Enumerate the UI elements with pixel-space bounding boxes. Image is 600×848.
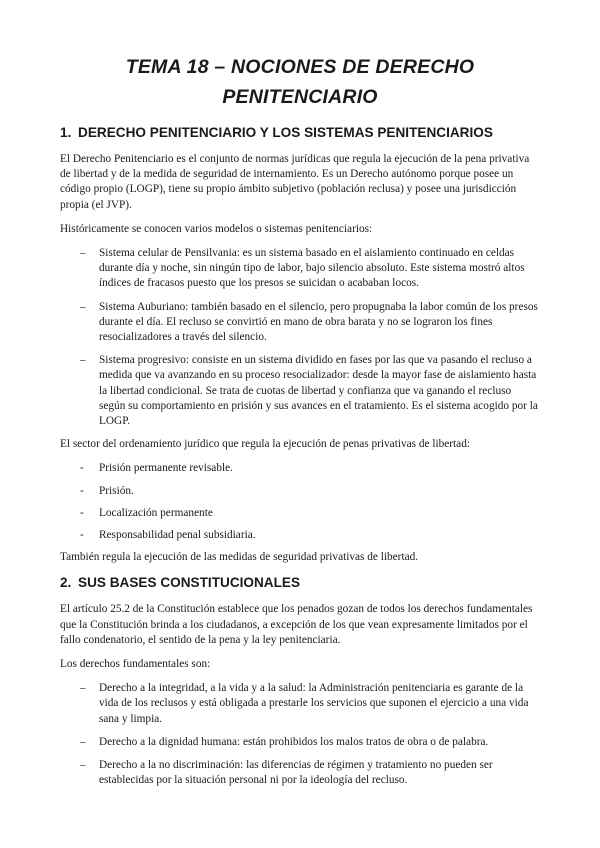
list-item [60,681,540,727]
section-2-heading-text: SUS BASES CONSTITUCIONALES [78,575,301,591]
section-2-heading [60,574,540,592]
bullet: – [80,247,86,260]
rights-intro: Los derechos fundamentales son: [60,658,211,671]
bullet: - [80,529,84,542]
list-item [60,528,540,543]
list-item [60,506,540,521]
bullet: – [80,759,86,772]
list-item-text: Sistema progresivo: consiste en un sistema dividido en fases por las que va pasando el recluso a medida que va avanzando en su proceso resocializador: desde la mayor fase de aislamiento hasta la libertad condicional. Se trata de cuotas de libertad y confianza que va ganando el recluso según su comportamiento en prisión y sus avances en el tratamiento. Es el sistema acogido por la LOGP. [99,354,538,428]
title-line-1: TEMA 18 – NOCIONES DE DERECHO [125,56,475,78]
list-item [60,300,540,346]
section-1-heading-text: DERECHO PENITENCIARIO Y LOS SISTEMAS PENITENCIARIOS [78,125,493,140]
penalties-list [60,461,540,543]
sector-intro: El sector del ordenamiento jurídico que regula la ejecución de penas privativas de libertad: [60,438,470,451]
section-1-number: 1. [60,125,72,140]
section-1-closing: También regula la ejecución de las medidas de seguridad privativas de libertad. [60,551,419,564]
models-list [60,246,540,429]
bullet: - [80,484,84,497]
list-item [60,353,540,429]
list-item [60,246,540,292]
list-item-text: Sistema celular de Pensilvania: es un sistema basado en el aislamiento continuado en celdas durante día y noche, sin ningún tipo de labor, bajo silencio absoluto. Este sistema mostró altos índices de fracasos puesto que los presos se suicidan o acababan locos. [99,247,525,290]
section-2-intro: El artículo 25.2 de la Constitución establece que los penados gozan de todos los derechos fundamentales que la Constitución brinda a los ciudadanos, a excepción de los que vean expresamente limitados por el fallo condenatorio, el sentido de la pena y la ley penitenciaria. [60,603,533,646]
bullet: – [80,735,86,748]
list-item-text: Sistema Auburiano: también basado en el silencio, pero propugnaba la labor común de los presos durante el día. El recluso se convirtió en mano de obra barata y no se lograron los fines resocializadores a través del silencio. [99,300,538,344]
bullet: - [80,462,84,475]
title-line-2: PENITENCIARIO [222,86,378,108]
models-intro: Históricamente se conocen varios modelos o sistemas penitenciarios: [60,222,373,235]
list-item [60,758,540,788]
list-item-text: Derecho a la dignidad humana: están prohibidos los malos tratos de obra o de palabra. [99,735,489,748]
list-item-text: Prisión permanente revisable. [99,462,233,475]
rights-list [60,681,540,788]
list-item-text: Derecho a la no discriminación: las diferencias de régimen y tratamiento no pueden ser establecidas por la situación personal ni por la ideología del recluso. [99,759,493,787]
bullet: – [80,354,86,367]
bullet: - [80,506,84,519]
section-1-intro: El Derecho Penitenciario es el conjunto de normas jurídicas que regula la ejecución de la pena privativa de libertad y de la medida de seguridad de internamiento. Es un Derecho autónomo porque posee un código propio (LOGP), tiene su propio ámbito subjetivo (población reclusa) y posee una jurisdicción propia (el JVP). [60,153,530,211]
list-item [60,461,540,476]
section-2-number: 2. [60,575,72,591]
bullet: – [80,682,86,695]
list-item-text: Localización permanente [99,506,213,519]
section-1-heading [60,124,540,142]
bullet: – [80,300,86,313]
list-item-text: Prisión. [99,484,134,497]
page-title [60,52,540,112]
list-item [60,484,540,499]
list-item-text: Derecho a la integridad, a la vida y a la salud: la Administración penitenciaria es garante de la vida de los reclusos y está obligada a prestarle los servicios que suponen el ejercicio a una vida sana y limpia. [99,682,529,725]
list-item [60,735,540,750]
list-item-text: Responsabilidad penal subsidiaria. [99,529,256,542]
